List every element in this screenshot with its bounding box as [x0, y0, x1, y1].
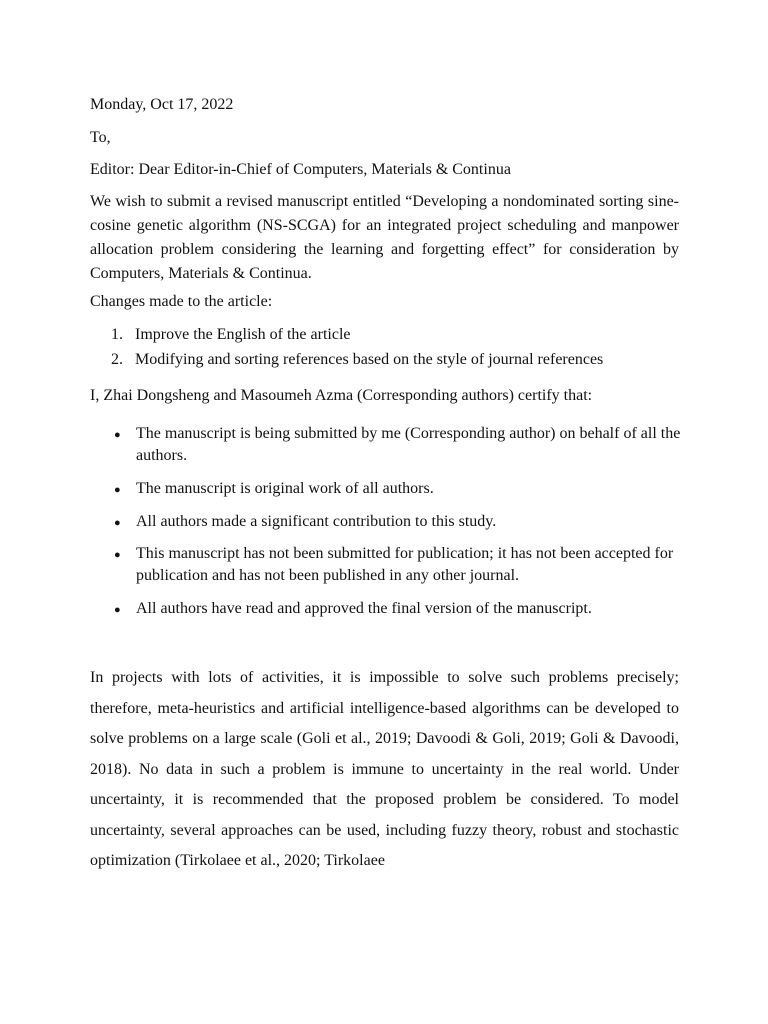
changes-heading: Changes made to the article: — [90, 293, 273, 310]
certification-text: All authors made a significant contribution to this study. — [136, 513, 497, 530]
editor-line: Editor: Dear Editor-in-Chief of Computers, Materials & Continua — [90, 161, 511, 178]
certification-text: This manuscript has not been submitted for publication; it has not been accepted for publication and has not been published in any other journal. — [136, 545, 674, 584]
bullet-icon: ● — [114, 517, 121, 529]
letter-salutation: To, — [90, 129, 111, 146]
bullet-icon: ● — [114, 604, 121, 616]
letter-date: Monday, Oct 17, 2022 — [90, 96, 234, 113]
change-number: 2. — [111, 351, 123, 368]
certification-text: The manuscript is being submitted by me (Corresponding author) on behalf of all the authors. — [136, 425, 681, 464]
certification-text: All authors have read and approved the final version of the manuscript. — [136, 600, 592, 617]
bullet-icon: ● — [114, 484, 121, 496]
change-text: Modifying and sorting references based on the style of journal references — [135, 351, 604, 368]
change-number: 1. — [111, 326, 123, 343]
body-paragraph: In projects with lots of activities, it is impossible to solve such problems precisely; therefore, meta-heuristics and artificial intelligence-based algorithms can be developed to solve problems on a large scale (Goli et al., 2019; Davoodi & Goli, 2019; Goli & Davoodi, 2018). No data in such a problem is immune to uncertainty in the real world. Under uncertainty, it is recommended that the proposed problem be considered. To model uncertainty, several approaches can be used, including fuzzy theory, robust and stochastic optimization (Tirkolaee et al., 2020; Tirkolaee — [90, 669, 679, 869]
change-text: Improve the English of the article — [135, 326, 351, 343]
bullet-icon: ● — [114, 549, 121, 561]
certify-line: I, Zhai Dongsheng and Masoumeh Azma (Corresponding authors) certify that: — [90, 387, 593, 404]
certification-text: The manuscript is original work of all authors. — [136, 480, 434, 497]
intro-paragraph: We wish to submit a revised manuscript entitled “Developing a nondominated sorting sine-cosine genetic algorithm (NS-SCGA) for an integrated project scheduling and manpower allocation problem considering the learning and forgetting effect” for consideration by Computers, Materials & Continua. — [90, 193, 679, 282]
bullet-icon: ● — [114, 429, 121, 441]
